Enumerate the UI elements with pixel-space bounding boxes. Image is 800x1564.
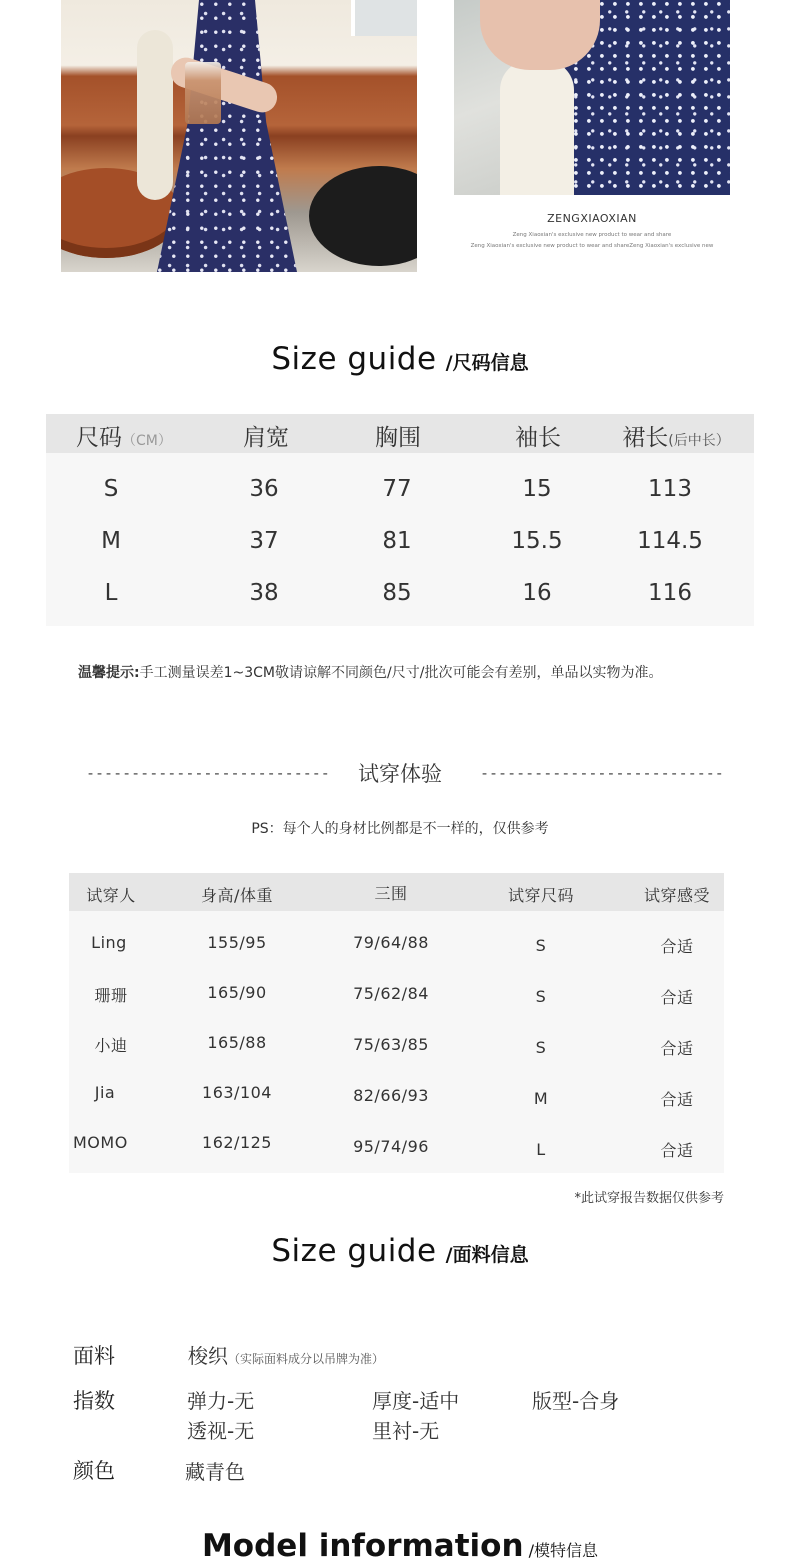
size-header-skirt-note: (后中长） (668, 433, 730, 449)
fabric-label: 面料 (73, 1344, 115, 1368)
tryon-row-5-size: L (536, 1140, 546, 1159)
size-table (46, 414, 754, 626)
tryon-title: 试穿体验 (358, 762, 442, 786)
model-info-heading (0, 1528, 800, 1564)
size-guide-title-zh: /尺码信息 (445, 352, 529, 374)
tryon-row-4-size: M (533, 1089, 549, 1108)
tryon-row-4-bwh: 82/66/93 (353, 1086, 429, 1105)
model-info-title-zh: /模特信息 (528, 1541, 599, 1560)
tryon-row-5-hw: 162/125 (202, 1133, 272, 1152)
size-guide-title-en: Size guide (271, 341, 437, 377)
tryon-header-measurements: 三围 (374, 884, 408, 903)
size-row-s-skirt: 113 (648, 476, 692, 502)
tip-text: 手工测量误差1~3CM敬请谅解不同颜色/尺寸/批次可能会有差别，单品以实物为准。 (139, 665, 663, 681)
size-row-s-shoulder: 36 (249, 476, 279, 502)
tryon-row-1-hw: 155/95 (207, 933, 267, 952)
tryon-row-3-hw: 165/88 (207, 1033, 267, 1052)
fabric-guide-title-zh: /面料信息 (445, 1244, 529, 1266)
size-row-m-skirt: 114.5 (637, 528, 703, 554)
tryon-row-5-name: MOMO (73, 1133, 128, 1152)
tryon-row-1-name: Ling (91, 933, 127, 952)
tryon-header-size: 试穿尺码 (507, 886, 574, 905)
size-header-bust: 胸围 (375, 425, 421, 451)
size-header-size-label: 尺码 (76, 425, 122, 451)
measurement-tip (78, 662, 662, 682)
product-photo-detail (454, 0, 730, 195)
index-label: 指数 (73, 1389, 115, 1413)
size-header-shoulder: 肩宽 (243, 425, 289, 451)
size-header-sleeve: 袖长 (515, 425, 561, 451)
photo-dress (157, 0, 297, 272)
size-header-skirt (606, 419, 746, 452)
size-row-s-size: S (103, 476, 119, 502)
tryon-divider-left: --------------------------- (86, 764, 330, 782)
tryon-row-4-hw: 163/104 (202, 1083, 272, 1102)
fabric-guide-title-en: Size guide (271, 1233, 437, 1269)
photo-lace-bag-detail (500, 60, 574, 195)
tryon-row-1-bwh: 79/64/88 (353, 933, 429, 952)
model-info-title-en: Model information (201, 1528, 524, 1564)
brand-tagline (454, 230, 730, 252)
size-guide-heading (0, 341, 800, 377)
size-row-l-sleeve: 16 (522, 580, 552, 606)
tryon-row-2-feel: 合适 (660, 988, 694, 1007)
size-row-m-bust: 81 (382, 528, 412, 554)
photo-drink-cup (185, 62, 221, 124)
brand-tagline-2: Zeng Xiaoxian's exclusive new product to wear and shareZeng Xiaoxian's exclusive new (470, 243, 714, 249)
fabric-value-text: 梭织 (188, 1344, 228, 1368)
tryon-row-3-size: S (535, 1038, 547, 1057)
size-header-size (76, 419, 216, 452)
tryon-header-height-weight: 身高/体重 (201, 886, 273, 905)
size-header-skirt-label: 裙长 (622, 425, 669, 451)
tryon-row-2-name: 珊珊 (94, 986, 128, 1005)
tryon-row-2-bwh: 75/62/84 (353, 984, 429, 1003)
size-row-m-size: M (101, 528, 121, 554)
color-label: 颜色 (73, 1459, 115, 1483)
tryon-row-2-hw: 165/90 (207, 983, 267, 1002)
tip-label: 温馨提示: (78, 665, 140, 681)
tryon-row-4-feel: 合适 (660, 1090, 694, 1109)
tryon-row-3-feel: 合适 (660, 1039, 694, 1058)
size-row-s-sleeve: 15 (522, 476, 552, 502)
size-row-m-sleeve: 15.5 (511, 528, 563, 554)
tryon-table (69, 873, 724, 1173)
tryon-table-header (69, 873, 724, 911)
size-row-s-bust: 77 (382, 476, 412, 502)
elasticity-value: 弹力-无 (187, 1389, 255, 1413)
size-row-l-size: L (104, 580, 118, 606)
size-row-l-bust: 85 (382, 580, 412, 606)
fit-value: 版型-合身 (532, 1389, 620, 1413)
tryon-row-4-name: Jia (94, 1083, 116, 1102)
size-row-m-shoulder: 37 (249, 528, 279, 554)
lining-value: 里衬-无 (372, 1419, 440, 1443)
size-row-l-skirt: 116 (648, 580, 692, 606)
tryon-row-3-name: 小迪 (94, 1036, 128, 1055)
size-row-l-shoulder: 38 (249, 580, 279, 606)
tryon-row-1-size: S (535, 936, 547, 955)
transparency-value: 透视-无 (187, 1419, 255, 1443)
color-value: 藏青色 (185, 1460, 245, 1484)
fabric-value (188, 1340, 384, 1369)
tryon-row-5-feel: 合适 (660, 1141, 694, 1160)
photo-window (351, 0, 417, 36)
tryon-row-1-feel: 合适 (660, 937, 694, 956)
size-header-unit: （CM） (122, 433, 172, 449)
tryon-row-3-bwh: 75/63/85 (353, 1035, 429, 1054)
size-table-header (46, 414, 754, 453)
photo-chair (309, 166, 417, 266)
tryon-header-feel: 试穿感受 (643, 886, 710, 905)
brand-tagline-1: Zeng Xiaoxian's exclusive new product to wear and share (512, 232, 672, 238)
tryon-ps: PS：每个人的身材比例都是不一样的，仅供参考 (251, 821, 549, 837)
photo-lace-bag (137, 30, 173, 200)
product-photo-model-front (61, 0, 417, 272)
tryon-header-person: 试穿人 (86, 886, 136, 905)
tryon-note: *此试穿报告数据仅供参考 (574, 1191, 724, 1206)
fabric-guide-heading (0, 1233, 800, 1269)
tryon-divider-right: --------------------------- (480, 764, 724, 782)
fabric-note: （实际面料成分以吊牌为准） (228, 1352, 385, 1366)
tryon-row-2-size: S (535, 987, 547, 1006)
brand-name: ZENGXIAOXIAN (547, 212, 637, 225)
tryon-row-5-bwh: 95/74/96 (353, 1137, 429, 1156)
thickness-value: 厚度-适中 (372, 1389, 460, 1413)
